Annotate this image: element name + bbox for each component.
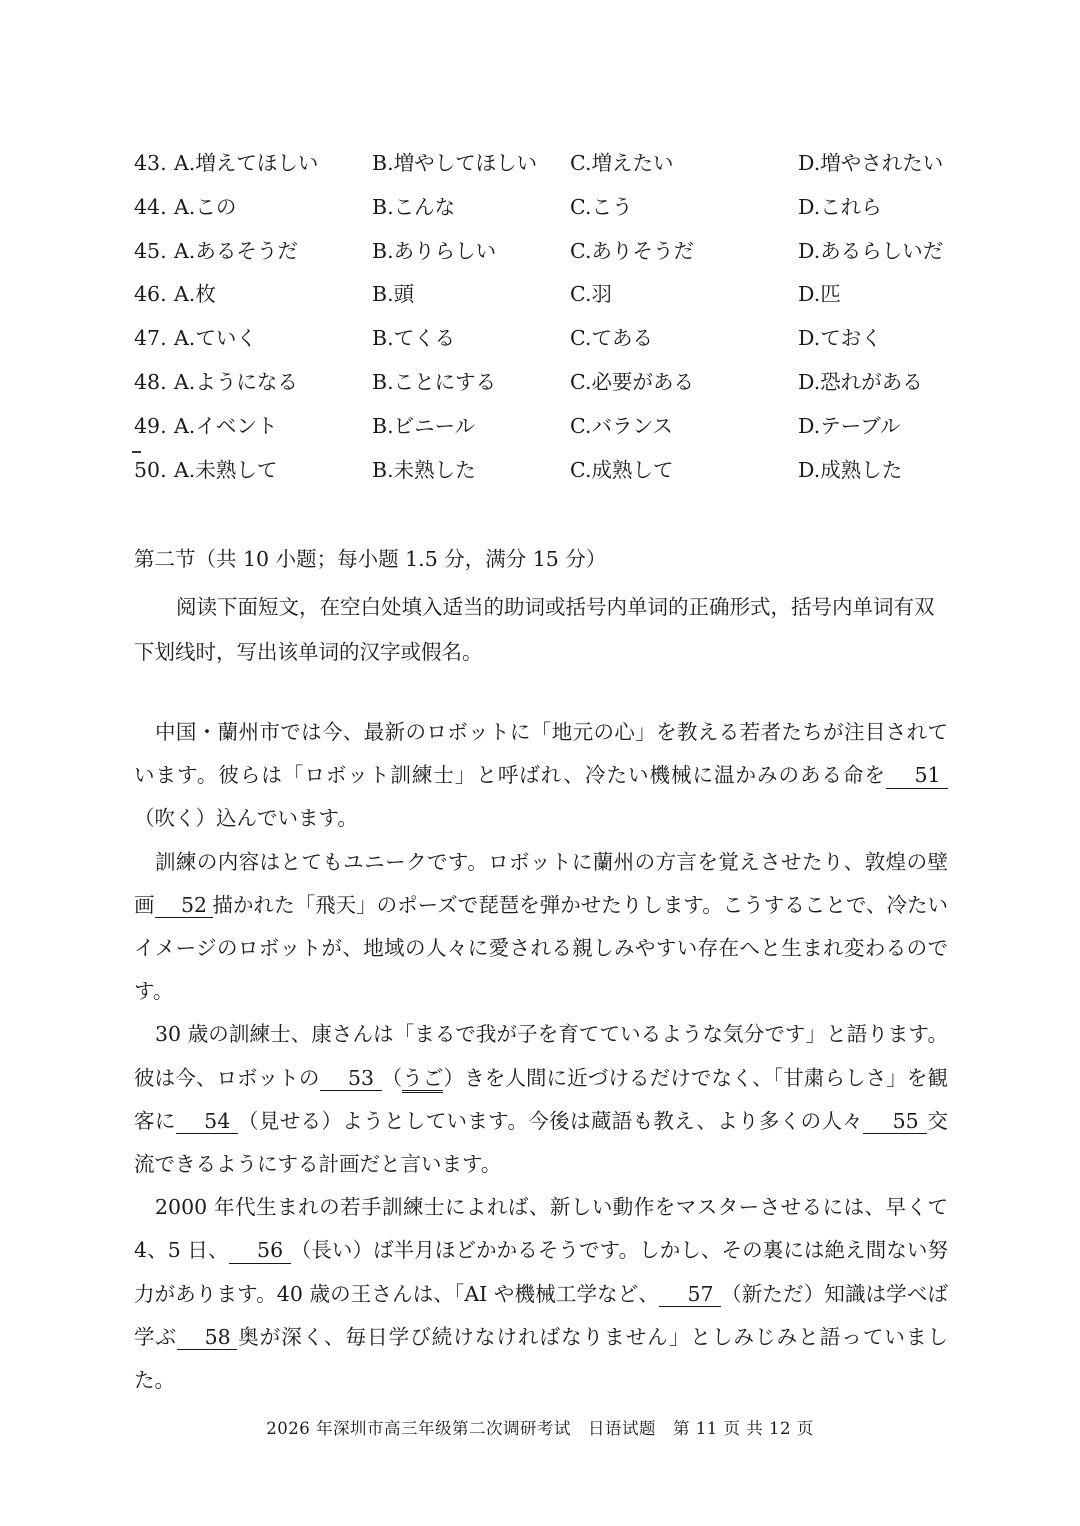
question-number: 43. — [134, 151, 167, 175]
choice-b: B.ことにする — [372, 369, 497, 394]
choice-d: D.あるらしいだ — [798, 238, 944, 263]
choice-a: A.あるそうだ — [174, 238, 298, 263]
choice-b: B.てくる — [372, 326, 456, 351]
text: 交流できるようにする計画だと言います。 — [134, 1108, 949, 1177]
choice-d: D.増やされたい — [798, 151, 944, 175]
choice-c: C.羽 — [570, 282, 612, 307]
text: 描かれた「飛天」のポーズで琵琶を弾かせたりします。こうすることで、冷たいイメージのロボットが、地域の人々に愛される親しみやすい存在へと生まれ変わるのです。 — [134, 892, 948, 1004]
options-list — [134, 144, 964, 494]
choice-c: C.バランス — [570, 413, 673, 438]
question-number: 50. — [134, 457, 167, 482]
option-row-46 — [134, 275, 964, 319]
question-number: 49. — [134, 413, 167, 438]
text: （見せる）ようとしています。今後は蔵語も教え、より多くの人々 — [237, 1108, 864, 1133]
option-row-50 — [134, 451, 964, 495]
option-row-44 — [134, 188, 964, 232]
choice-d: D.ておく — [798, 326, 882, 351]
choice-a: A.未熟して — [174, 457, 278, 482]
text: （新ただ）知識は学べば学ぶ — [134, 1281, 948, 1349]
choice-b: B.ビニール — [372, 413, 476, 438]
choice-b: B.こんな — [372, 194, 456, 219]
choice-b: B.頭 — [372, 282, 415, 307]
choice-c: C.必要がある — [570, 369, 694, 394]
paren: ） — [443, 1065, 465, 1090]
choice-a: A.枚 — [174, 282, 216, 307]
text: 奥が深く、毎日学び続けなければなりません」としみじみと語っていました。 — [134, 1324, 948, 1393]
choice-c: C.成熟して — [570, 457, 674, 482]
choice-a: A.ようになる — [174, 369, 298, 394]
text: きを人間に近づけるだけでなく、「甘粛らしさ」を観客に — [134, 1065, 949, 1133]
question-number: 46. — [134, 282, 167, 307]
section-instruction: 阅读下面短文，在空白处填入适当的助词或括号内单词的正确形式，括号内单词有双下划线时，写出该单词的汉字或假名。 — [134, 595, 935, 664]
option-row-45 — [134, 232, 964, 276]
text: 訓練の内容はとてもユニークです。ロボットに蘭州の方言を覚えさせたり、敦煌の壁画 — [134, 849, 948, 917]
choice-d: D.匹 — [798, 282, 841, 307]
choice-d: D.テーブル — [798, 413, 901, 438]
choice-b: B.増やしてほしい — [372, 151, 538, 175]
choice-c: C.こう — [570, 194, 633, 219]
paragraph-2 — [134, 841, 948, 1014]
question-number: 48. — [134, 369, 167, 394]
paragraph-3 — [134, 1013, 948, 1186]
option-row-49 — [134, 407, 964, 451]
choice-c: C.増えたい — [570, 151, 674, 175]
section-title: 第二节（共 10 小题；每小题 1.5 分，满分 15 分） — [134, 547, 607, 571]
option-row-48 — [134, 363, 964, 407]
choice-a: A.ていく — [174, 326, 257, 351]
option-row-47 — [134, 319, 964, 363]
choice-c: C.てある — [570, 326, 653, 351]
paren: （ — [381, 1065, 403, 1090]
text: （長い）ば半月ほどかかるそうです。しかし、その裏には絶え間ない努力があります。40 歳の王さんは、「AI や機械工学など、 — [134, 1238, 949, 1306]
paragraph-4 — [134, 1186, 948, 1402]
question-number: 44. — [134, 194, 167, 219]
choice-a: A.イベント — [174, 413, 278, 438]
text: （吹く）込んでいます。 — [134, 806, 358, 831]
double-underlined-word: うご — [402, 1066, 443, 1093]
choice-d: D.これら — [798, 194, 882, 219]
question-number: 45. — [134, 238, 167, 263]
blank-53: 53 — [320, 1066, 382, 1092]
choice-c: C.ありそうだ — [570, 238, 694, 263]
blank-57: 57 — [659, 1282, 721, 1308]
blank-54: 54 — [176, 1109, 238, 1135]
choice-a: A.この — [174, 194, 237, 219]
option-row-43 — [134, 144, 964, 188]
question-number: 47. — [134, 326, 167, 351]
page-footer: 2026 年深圳市高三年级第二次调研考试 日语试题 第 11 页 共 12 页 — [266, 1419, 814, 1438]
blank-52: 52 — [155, 893, 213, 919]
choice-b: B.ありらしい — [372, 238, 497, 263]
text: 2000 年代生まれの若手訓練士によれば、新しい動作をマスターさせるには、早くて 4、5 日、 — [134, 1195, 948, 1263]
choice-b: B.未熟した — [372, 457, 476, 482]
choice-d: D.成熟した — [798, 457, 903, 482]
paragraph-1 — [134, 711, 948, 841]
blank-56: 56 — [229, 1238, 291, 1264]
reading-passage — [134, 711, 948, 1402]
text: 30 歳の訓練士、康さんは「まるで我が子を育てているような気分です」と語ります。彼は今、ロボットの — [134, 1022, 948, 1090]
blank-58: 58 — [177, 1325, 237, 1351]
blank-51: 51 — [886, 763, 948, 789]
choice-d: D.恐れがある — [798, 369, 923, 394]
stray-mark — [132, 451, 141, 453]
text: 中国・蘭州市では今、最新のロボットに「地元の心」を教える若者たちが注目されています。彼らは「ロボット訓練士」と呼ばれ、冷たい機械に温かみのある命を — [134, 720, 948, 788]
choice-a: A.増えてほしい — [174, 151, 319, 175]
blank-55: 55 — [863, 1109, 927, 1135]
